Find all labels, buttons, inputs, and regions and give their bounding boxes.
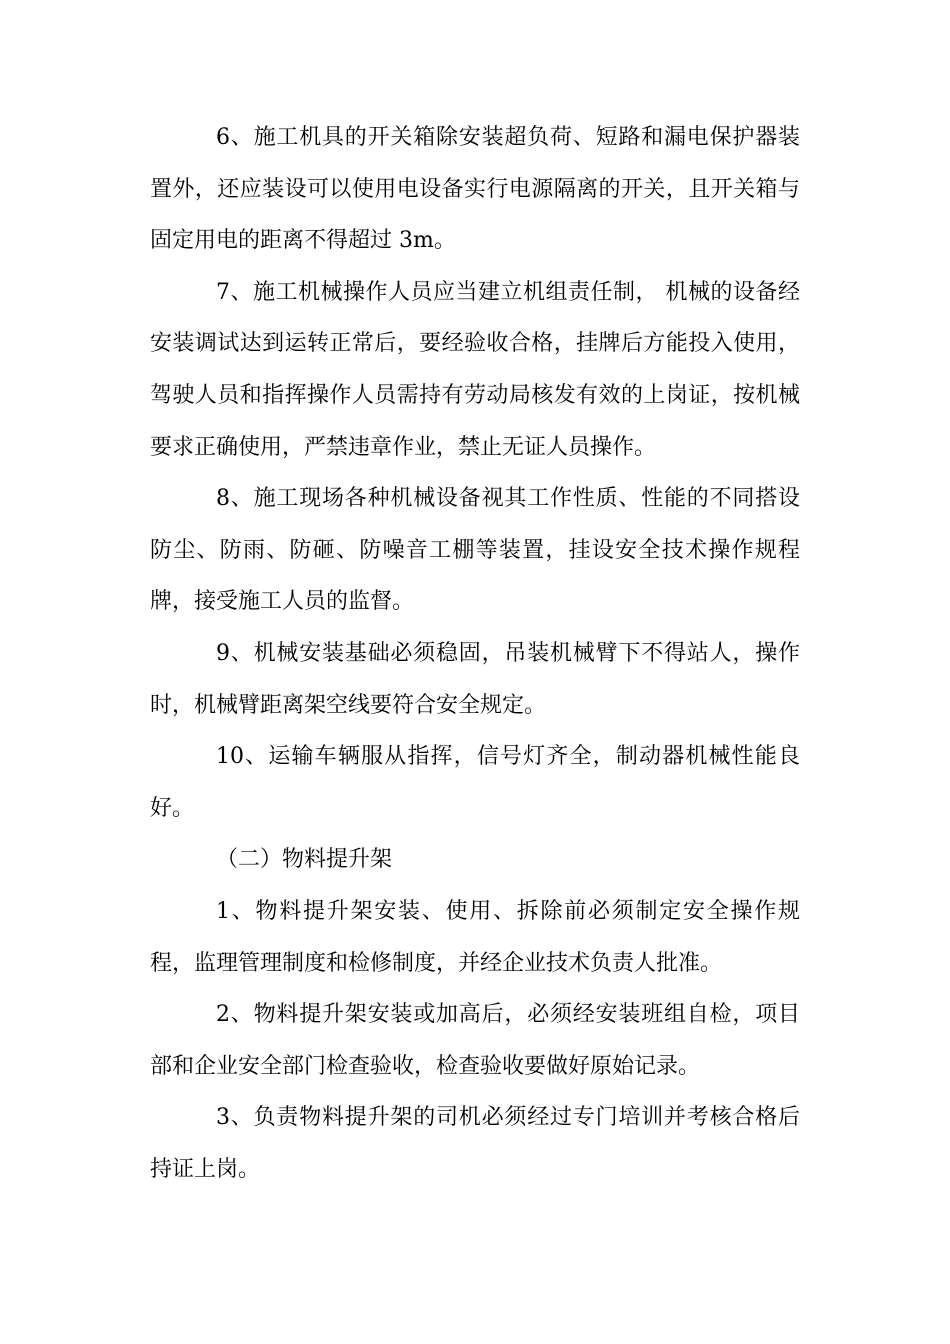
paragraph-item-6: 6、施工机具的开关箱除安装超负荷、短路和漏电保护器装置外，还应装设可以使用电设备实行电源隔离的开关，且开关箱与固定用电的距离不得超过 3m。 — [150, 125, 800, 254]
document-page — [150, 112, 800, 1195]
paragraph-item-8: 8、施工现场各种机械设备视其工作性质、性能的不同搭设防尘、防雨、防砸、防噪音工棚等装置，挂设安全技术操作规程牌，接受施工人员的监督。 — [150, 486, 800, 615]
section-paragraph-3: 3、负责物料提升架的司机必须经过专门培训并考核合格后持证上岗。 — [150, 1105, 800, 1182]
paragraph-item-10: 10、运输车辆服从指挥，信号灯齐全，制动器机械性能良好。 — [150, 744, 800, 821]
paragraph-item-9: 9、机械安装基础必须稳固，吊装机械臂下不得站人，操作时，机械臂距离架空线要符合安全规定。 — [150, 640, 800, 718]
section-heading: （二）物料提升架 — [216, 847, 393, 873]
section-paragraph-1: 1、物料提升架安装、使用、拆除前必须制定安全操作规程，监理管理制度和检修制度，并经企业技术负责人批准。 — [150, 898, 800, 976]
paragraph-item-7: 7、施工机械操作人员应当建立机组责任制， 机械的设备经安装调试达到运转正常后，要经验收合格，挂牌后方能投入使用，驾驶人员和指挥操作人员需持有劳动局核发有效的上岗证，按机械要求正确使用，严禁违章作业，禁止无证人员操作。 — [150, 279, 800, 460]
section-paragraph-2: 2、物料提升架安装或加高后，必须经安装班组自检，项目部和企业安全部门检查验收，检查验收要做好原始记录。 — [150, 1002, 800, 1079]
